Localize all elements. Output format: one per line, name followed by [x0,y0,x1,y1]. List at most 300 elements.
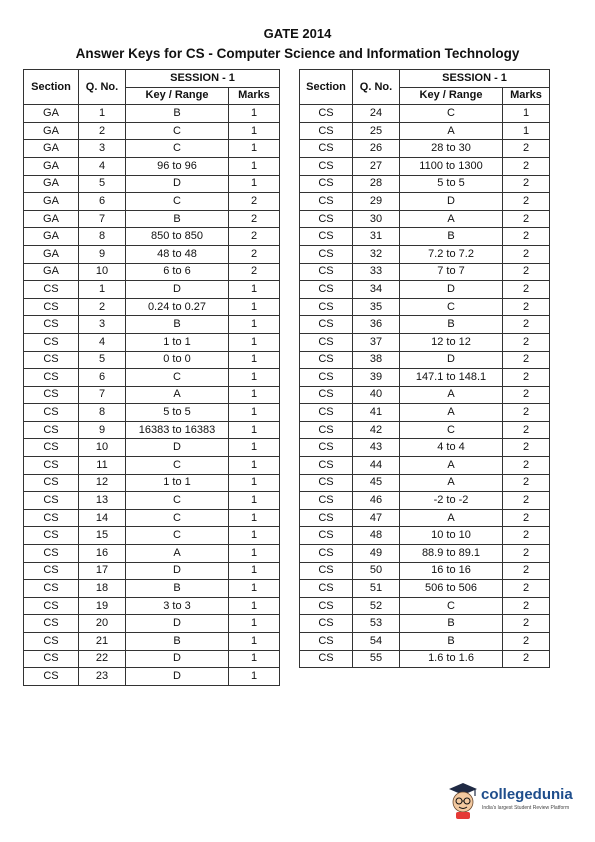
page-subtitle: Answer Keys for CS - Computer Science and Information Technology [75,46,520,61]
table-row [24,157,280,175]
cell-section: CS [300,527,353,545]
cell-key: 147.1 to 148.1 [400,369,503,387]
table-row [24,245,280,263]
cell-section: CS [24,527,79,545]
cell-section: CS [24,580,79,598]
cell-qno: 28 [353,175,400,193]
cell-key: D [126,615,229,633]
cell-key: D [126,175,229,193]
cell-key: C [126,193,229,211]
cell-section: CS [300,421,353,439]
table-row [300,597,550,615]
cell-section: CS [300,509,353,527]
cell-marks: 2 [503,457,550,475]
cell-key: 0 to 0 [126,351,229,369]
cell-qno: 6 [79,369,126,387]
cell-key: A [400,457,503,475]
table-row [300,316,550,334]
cell-qno: 12 [79,474,126,492]
cell-qno: 9 [79,421,126,439]
cell-qno: 4 [79,333,126,351]
table-row [300,562,550,580]
cell-section: GA [24,245,79,263]
cell-section: CS [24,597,79,615]
cell-key: D [400,351,503,369]
cell-marks: 2 [503,615,550,633]
cell-marks: 2 [503,175,550,193]
cell-section: CS [300,633,353,651]
cell-key: B [400,633,503,651]
table-row [300,210,550,228]
cell-qno: 26 [353,140,400,158]
page-title: GATE 2014 [263,26,332,41]
table-row [24,369,280,387]
cell-section: CS [300,562,353,580]
cell-marks: 2 [229,210,280,228]
table-row [24,316,280,334]
cell-key: B [400,228,503,246]
column-header-session: SESSION - 1 [400,70,550,88]
cell-qno: 48 [353,527,400,545]
table-row [24,668,280,686]
cell-marks: 2 [503,351,550,369]
table-row [300,333,550,351]
cell-key: A [400,404,503,422]
cell-marks: 2 [503,633,550,651]
table-row [24,210,280,228]
cell-key: D [400,281,503,299]
cell-qno: 51 [353,580,400,598]
cell-section: CS [300,140,353,158]
cell-qno: 54 [353,633,400,651]
cell-marks: 1 [229,597,280,615]
cell-key: A [400,386,503,404]
cell-section: CS [24,545,79,563]
cell-marks: 1 [229,105,280,123]
cell-marks: 2 [503,210,550,228]
cell-marks: 1 [229,668,280,686]
cell-section: CS [300,228,353,246]
cell-section: CS [24,492,79,510]
cell-qno: 6 [79,193,126,211]
cell-marks: 2 [503,386,550,404]
cell-section: CS [24,668,79,686]
cell-key: D [126,650,229,668]
cell-key: 7 to 7 [400,263,503,281]
cell-marks: 1 [229,545,280,563]
cell-marks: 1 [229,351,280,369]
cell-section: CS [24,509,79,527]
cell-qno: 35 [353,298,400,316]
cell-marks: 1 [503,122,550,140]
cell-section: CS [300,404,353,422]
cell-key: C [400,105,503,123]
table-row [24,193,280,211]
cell-qno: 43 [353,439,400,457]
cell-section: CS [300,316,353,334]
cell-qno: 37 [353,333,400,351]
cell-marks: 1 [229,615,280,633]
cell-key: B [126,210,229,228]
cell-section: CS [24,421,79,439]
cell-section: CS [24,404,79,422]
table-row [300,263,550,281]
cell-qno: 32 [353,245,400,263]
cell-section: GA [24,157,79,175]
cell-key: 96 to 96 [126,157,229,175]
cell-key: 5 to 5 [400,175,503,193]
table-row [24,580,280,598]
cell-qno: 7 [79,210,126,228]
cell-marks: 2 [229,263,280,281]
cell-key: 850 to 850 [126,228,229,246]
cell-key: A [126,386,229,404]
cell-section: CS [300,615,353,633]
table-row [300,650,550,668]
cell-section: CS [24,298,79,316]
table-row [300,140,550,158]
table-row [24,474,280,492]
cell-section: CS [300,333,353,351]
logo-brand: collegedunia [481,786,573,803]
table-row [24,105,280,123]
cell-marks: 1 [229,122,280,140]
table-row [300,122,550,140]
cell-key: 1100 to 1300 [400,157,503,175]
table-row [300,245,550,263]
cell-marks: 1 [229,333,280,351]
cell-qno: 29 [353,193,400,211]
cell-key: B [126,105,229,123]
cell-qno: 21 [79,633,126,651]
cell-qno: 49 [353,545,400,563]
cell-qno: 15 [79,527,126,545]
cell-marks: 2 [503,263,550,281]
cell-marks: 1 [229,474,280,492]
cell-section: CS [300,351,353,369]
cell-key: 88.9 to 89.1 [400,545,503,563]
cell-section: CS [300,439,353,457]
cell-marks: 1 [229,421,280,439]
cell-marks: 1 [229,580,280,598]
cell-key: A [400,210,503,228]
cell-section: CS [300,122,353,140]
cell-qno: 4 [79,157,126,175]
table-row [24,228,280,246]
cell-qno: 30 [353,210,400,228]
cell-marks: 1 [229,298,280,316]
cell-marks: 2 [503,580,550,598]
cell-marks: 1 [229,492,280,510]
cell-marks: 2 [229,228,280,246]
cell-marks: 1 [229,369,280,387]
cell-key: B [126,633,229,651]
cell-marks: 2 [229,245,280,263]
cell-marks: 2 [503,527,550,545]
cell-key: 3 to 3 [126,597,229,615]
cell-marks: 1 [229,316,280,334]
cell-section: CS [300,597,353,615]
cell-qno: 39 [353,369,400,387]
table-row [24,263,280,281]
column-header-section: Section [24,70,79,105]
table-row [300,509,550,527]
answer-key-table-right [299,69,550,668]
table-row [300,492,550,510]
cell-marks: 2 [503,597,550,615]
table-row [24,122,280,140]
cell-qno: 53 [353,615,400,633]
cell-qno: 36 [353,316,400,334]
cell-key: C [126,527,229,545]
column-header-key: Key / Range [400,87,503,105]
cell-key: 1 to 1 [126,333,229,351]
cell-qno: 14 [79,509,126,527]
cell-marks: 2 [503,193,550,211]
cell-qno: 1 [79,281,126,299]
table-row [300,351,550,369]
cell-section: CS [24,281,79,299]
cell-section: CS [300,545,353,563]
cell-section: GA [24,210,79,228]
cell-qno: 24 [353,105,400,123]
cell-qno: 41 [353,404,400,422]
cell-section: CS [300,193,353,211]
cell-key: A [400,509,503,527]
table-row [300,193,550,211]
cell-qno: 46 [353,492,400,510]
cell-marks: 2 [503,545,550,563]
table-row [300,157,550,175]
cell-key: 506 to 506 [400,580,503,598]
table-row [300,281,550,299]
cell-marks: 1 [229,527,280,545]
cell-key: A [400,122,503,140]
cell-marks: 1 [229,457,280,475]
cell-section: CS [300,281,353,299]
cell-marks: 1 [229,650,280,668]
table-row [300,228,550,246]
cell-qno: 3 [79,140,126,158]
cell-qno: 10 [79,263,126,281]
cell-qno: 42 [353,421,400,439]
cell-qno: 3 [79,316,126,334]
cell-key: 0.24 to 0.27 [126,298,229,316]
cell-key: C [400,597,503,615]
table-row [300,404,550,422]
cell-section: CS [300,580,353,598]
cell-marks: 2 [503,228,550,246]
cell-qno: 17 [79,562,126,580]
table-row [24,457,280,475]
cell-key: B [126,316,229,334]
cell-marks: 2 [503,316,550,334]
cell-qno: 1 [79,105,126,123]
cell-section: CS [24,369,79,387]
table-row [24,404,280,422]
cell-qno: 2 [79,122,126,140]
cell-marks: 2 [503,439,550,457]
cell-qno: 16 [79,545,126,563]
cell-key: C [126,457,229,475]
cell-qno: 9 [79,245,126,263]
cell-marks: 2 [503,474,550,492]
cell-qno: 27 [353,157,400,175]
cell-section: GA [24,263,79,281]
cell-marks: 2 [503,369,550,387]
cell-section: CS [300,492,353,510]
cell-section: CS [24,474,79,492]
cell-marks: 2 [503,157,550,175]
cell-key: 48 to 48 [126,245,229,263]
answer-key-table-left [23,69,280,686]
cell-section: CS [300,386,353,404]
cell-key: C [126,509,229,527]
table-row [300,175,550,193]
cell-section: GA [24,140,79,158]
cell-qno: 45 [353,474,400,492]
cell-marks: 1 [229,140,280,158]
cell-key: C [400,421,503,439]
table-row [24,298,280,316]
table-row [300,545,550,563]
table-row [24,140,280,158]
cell-marks: 2 [503,245,550,263]
cell-key: B [400,615,503,633]
cell-key: D [126,562,229,580]
cell-key: 1 to 1 [126,474,229,492]
cell-section: CS [24,439,79,457]
cell-section: GA [24,105,79,123]
cell-key: 16383 to 16383 [126,421,229,439]
cell-key: 12 to 12 [400,333,503,351]
table-row [300,580,550,598]
cell-key: A [400,474,503,492]
cell-qno: 25 [353,122,400,140]
cell-key: 28 to 30 [400,140,503,158]
cell-qno: 38 [353,351,400,369]
column-header-qno: Q. No. [79,70,126,105]
table-row [24,175,280,193]
table-row [300,474,550,492]
cell-qno: 52 [353,597,400,615]
cell-key: 5 to 5 [126,404,229,422]
cell-key: D [400,193,503,211]
table-row [300,457,550,475]
table-row [24,527,280,545]
cell-section: GA [24,193,79,211]
cell-key: 7.2 to 7.2 [400,245,503,263]
cell-key: C [126,369,229,387]
cell-marks: 2 [503,562,550,580]
cell-key: D [126,281,229,299]
cell-qno: 33 [353,263,400,281]
cell-section: CS [24,386,79,404]
table-row [300,615,550,633]
cell-marks: 1 [229,386,280,404]
cell-key: -2 to -2 [400,492,503,510]
cell-section: CS [24,615,79,633]
cell-qno: 23 [79,668,126,686]
cell-marks: 1 [229,633,280,651]
cell-section: CS [300,298,353,316]
table-row [300,369,550,387]
table-row [24,351,280,369]
table-row [300,386,550,404]
cell-marks: 2 [503,650,550,668]
table-row [24,333,280,351]
cell-key: B [400,316,503,334]
column-header-marks: Marks [229,87,280,105]
table-row [24,509,280,527]
table-row [24,545,280,563]
table-row [24,597,280,615]
table-row [24,281,280,299]
logo-tagline: India's largest Student Review Platform [482,805,570,811]
cell-key: B [126,580,229,598]
cell-marks: 1 [229,509,280,527]
cell-qno: 8 [79,228,126,246]
table-row [300,105,550,123]
cell-section: GA [24,175,79,193]
student-mascot-icon [446,780,480,820]
cell-marks: 2 [503,404,550,422]
cell-marks: 1 [229,281,280,299]
column-header-qno: Q. No. [353,70,400,105]
cell-marks: 2 [503,421,550,439]
cell-key: 1.6 to 1.6 [400,650,503,668]
table-row [300,633,550,651]
cell-key: 10 to 10 [400,527,503,545]
table-row [24,386,280,404]
cell-section: GA [24,122,79,140]
table-row [24,633,280,651]
column-header-session: SESSION - 1 [126,70,280,88]
cell-key: D [126,439,229,457]
cell-key: A [126,545,229,563]
cell-marks: 2 [503,281,550,299]
cell-qno: 40 [353,386,400,404]
cell-qno: 34 [353,281,400,299]
cell-qno: 2 [79,298,126,316]
cell-section: CS [24,457,79,475]
table-row [300,439,550,457]
cell-qno: 11 [79,457,126,475]
table-row [24,439,280,457]
table-row [24,615,280,633]
table-row [300,421,550,439]
table-row [300,527,550,545]
cell-marks: 1 [229,157,280,175]
cell-qno: 31 [353,228,400,246]
cell-section: CS [24,650,79,668]
table-row [300,298,550,316]
cell-marks: 1 [503,105,550,123]
column-header-key: Key / Range [126,87,229,105]
cell-qno: 47 [353,509,400,527]
column-header-marks: Marks [503,87,550,105]
cell-section: CS [300,369,353,387]
collegedunia-logo [446,778,581,824]
cell-section: CS [300,210,353,228]
cell-section: CS [300,474,353,492]
table-row [24,492,280,510]
cell-marks: 2 [503,298,550,316]
cell-key: C [126,140,229,158]
cell-marks: 2 [229,193,280,211]
cell-section: CS [300,157,353,175]
cell-qno: 8 [79,404,126,422]
